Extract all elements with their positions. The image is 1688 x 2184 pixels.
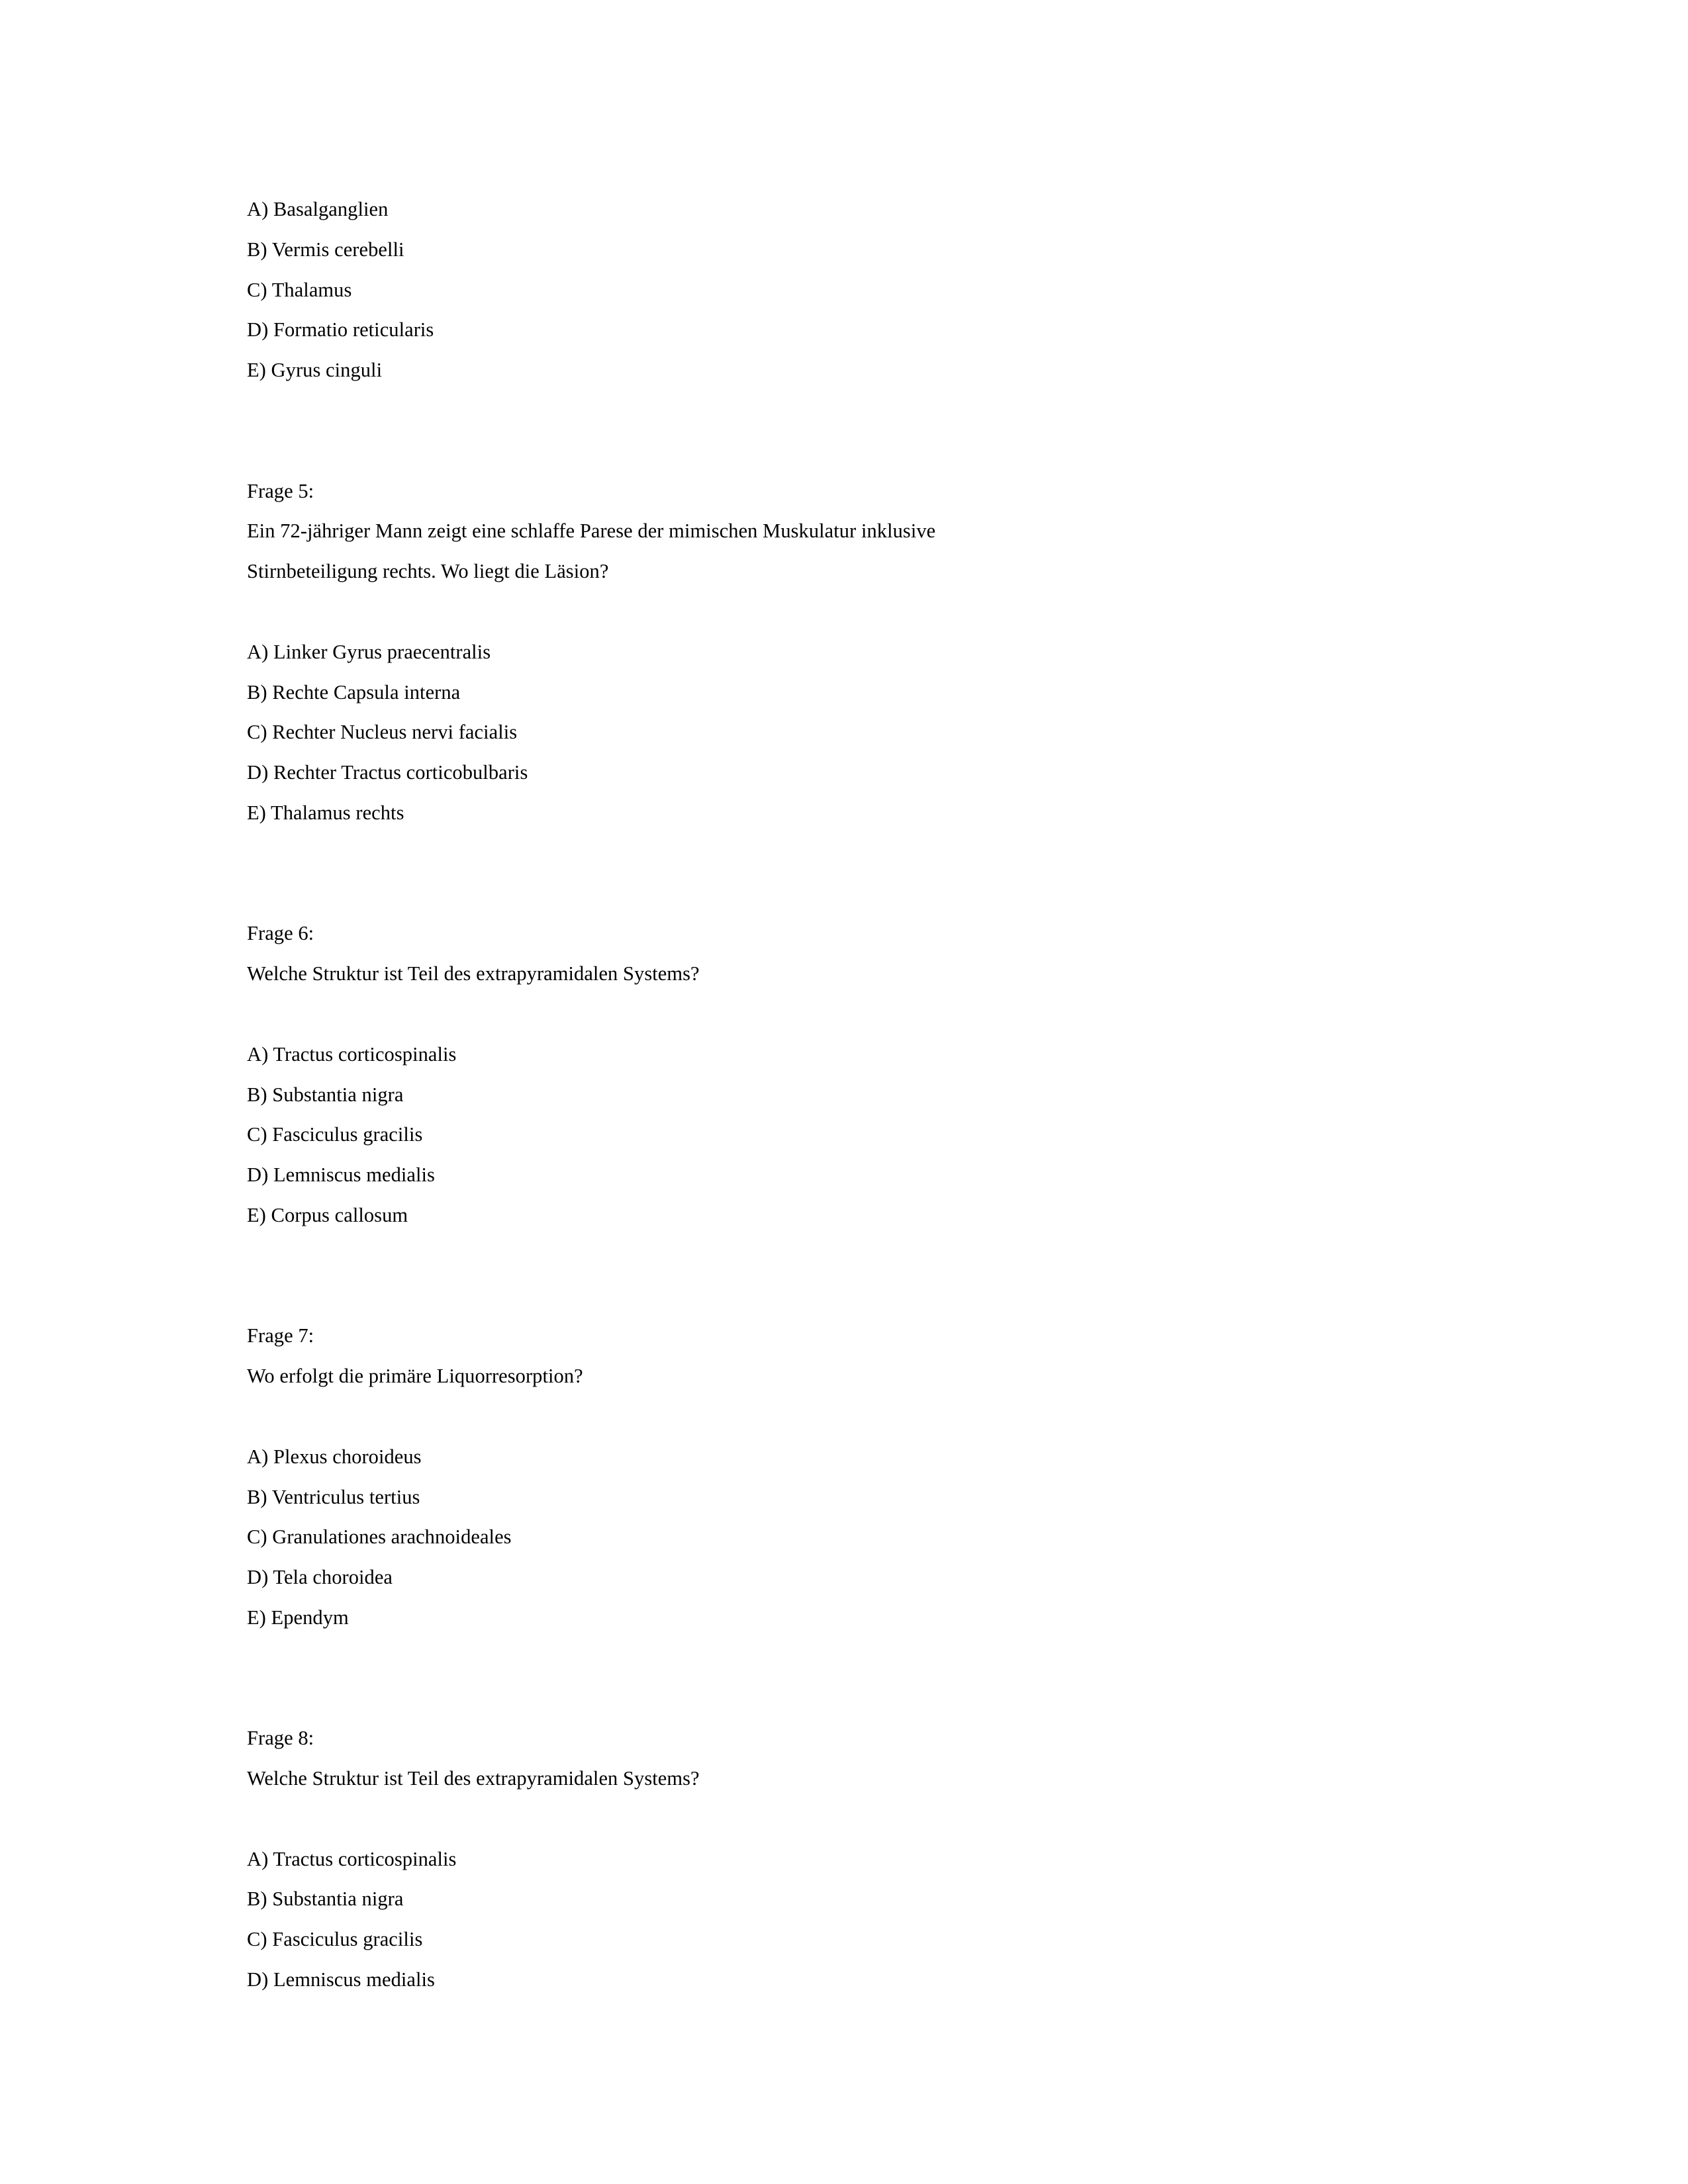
question-block-frage-6: [247, 913, 1438, 1235]
document-body: [247, 189, 1438, 2000]
option-item: D) Formatio reticularis: [247, 318, 434, 341]
option-item: B) Substantia nigra: [247, 1888, 404, 1911]
question-label: Frage 6:: [247, 922, 314, 945]
option-item: B) Ventriculus tertius: [247, 1485, 420, 1508]
options-block-frage-4-continued: [247, 189, 1438, 390]
question-label: Frage 5:: [247, 479, 314, 502]
spacer-line: [247, 994, 1438, 1034]
spacer-line: [247, 1396, 1438, 1437]
option-item: A) Tractus corticospinalis: [247, 1847, 457, 1870]
spacer-line: [247, 1236, 1438, 1276]
spacer-line: [247, 874, 1438, 914]
question-block-frage-5: [247, 471, 1438, 833]
question-text-line: Welche Struktur ist Teil des extrapyramidalen Systems?: [247, 1767, 700, 1790]
option-item: E) Ependym: [247, 1606, 349, 1629]
option-item: C) Rechter Nucleus nervi facialis: [247, 721, 518, 744]
question-block-frage-7: [247, 1316, 1438, 1637]
option-item: D) Rechter Tractus corticobulbaris: [247, 761, 528, 784]
option-item: B) Rechte Capsula interna: [247, 680, 461, 704]
option-item: C) Fasciculus gracilis: [247, 1123, 423, 1146]
option-item: A) Basalganglien: [247, 198, 389, 220]
option-item: B) Vermis cerebelli: [247, 238, 404, 261]
spacer-line: [247, 390, 1438, 431]
option-item: E) Thalamus rechts: [247, 801, 404, 824]
question-text-line: Wo erfolgt die primäre Liquorresorption?: [247, 1365, 583, 1388]
option-item: D) Tela choroidea: [247, 1566, 393, 1589]
option-item: C) Granulationes arachnoideales: [247, 1525, 512, 1549]
option-item: E) Gyrus cinguli: [247, 359, 383, 382]
option-item: D) Lemniscus medialis: [247, 1968, 435, 1991]
option-item: B) Substantia nigra: [247, 1083, 404, 1106]
spacer-line: [247, 833, 1438, 874]
question-block-frage-8: [247, 1718, 1438, 2000]
spacer-line: [247, 1638, 1438, 1678]
option-item: A) Plexus choroideus: [247, 1445, 422, 1468]
spacer-line: [247, 431, 1438, 471]
option-item: D) Lemniscus medialis: [247, 1163, 435, 1187]
spacer-line: [247, 1678, 1438, 1718]
question-label: Frage 7:: [247, 1324, 314, 1347]
spacer-line: [247, 592, 1438, 632]
spacer-line: [247, 1799, 1438, 1839]
question-text-line: Welche Struktur ist Teil des extrapyramidalen Systems?: [247, 962, 700, 985]
option-item: A) Tractus corticospinalis: [247, 1042, 457, 1066]
option-item: C) Thalamus: [247, 278, 352, 301]
spacer-line: [247, 1276, 1438, 1316]
question-label: Frage 8:: [247, 1727, 314, 1750]
question-text-line: Ein 72-jähriger Mann zeigt eine schlaffe Parese der mimischen Muskulatur inklusive: [247, 520, 936, 543]
option-item: A) Linker Gyrus praecentralis: [247, 640, 491, 663]
question-text-line: Stirnbeteiligung rechts. Wo liegt die Läsion?: [247, 560, 609, 583]
option-item: E) Corpus callosum: [247, 1203, 408, 1226]
option-item: C) Fasciculus gracilis: [247, 1928, 423, 1951]
